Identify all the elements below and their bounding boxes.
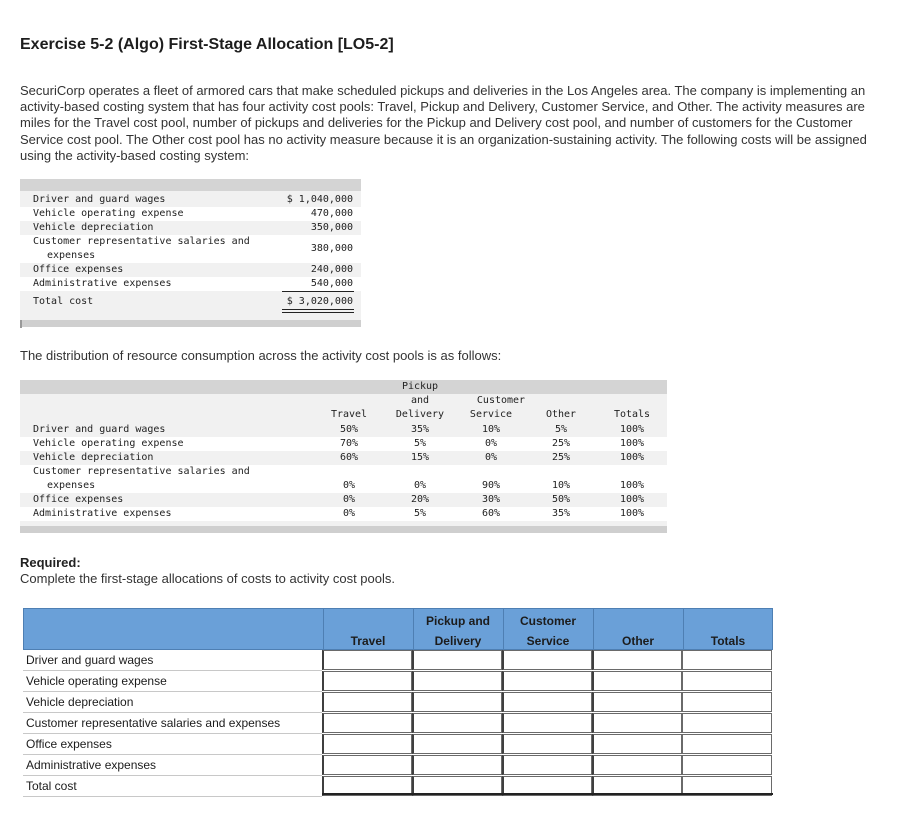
customer-pct: 10% [481, 424, 501, 435]
customer-pct: 0% [484, 452, 498, 463]
pickup-pct: 35% [410, 424, 430, 435]
grid-row-office-expenses [23, 734, 773, 755]
grid-row-vehicle-depreciation [23, 692, 773, 713]
cost-label-continued: expenses [47, 250, 96, 261]
grid-header-totals-label: Totals [710, 634, 746, 648]
travel-pct: 0% [342, 494, 356, 505]
distribution-label: Vehicle operating expense [33, 438, 184, 449]
intro-paragraph: SecuriCorp operates a fleet of armored cars that make scheduled pickups and deliveries in the Los Angeles area. The company is implementing an activity-based costing system that has four activity cost pools: Travel, Pickup and Delivery, Customer Service, and Other. The activity measures are miles for the Travel cost pool, number of pickups and deliveries for the Pickup and Delivery cost pool, and number of customers for the Customer Service cost pool. The Other cost pool has no activity measure because it is an organization-sustaining activity. The following costs will be assigned using the activity-based costing system: [20, 83, 867, 163]
total-double-underline-top [282, 309, 354, 310]
customer-pct: 90% [481, 480, 501, 491]
office-expenses-travel-input[interactable] [322, 734, 412, 754]
grid-header-customer-line2: Service [526, 634, 570, 648]
distribution-header-bar [20, 380, 667, 394]
driver-wages-total-input[interactable] [682, 650, 772, 670]
grid-row-label: Driver and guard wages [26, 653, 154, 667]
distribution-row [20, 423, 667, 437]
grid-row-administrative [23, 755, 773, 776]
administrative-customer-input[interactable] [502, 755, 592, 775]
administrative-pickup-input[interactable] [412, 755, 502, 775]
grid-row-label-cell [23, 734, 322, 755]
pickup-pct: 5% [413, 438, 427, 449]
grid-row-label-cell [23, 755, 322, 776]
allocation-grid [23, 608, 773, 796]
cost-label: Office expenses [33, 264, 124, 275]
distribution-table [20, 380, 667, 533]
grid-header-other [593, 609, 683, 651]
grid-row-label: Administrative expenses [26, 758, 157, 772]
driver-wages-travel-input[interactable] [322, 650, 412, 670]
cost-label: Customer representative salaries and [33, 236, 250, 247]
other-pct: 50% [551, 494, 571, 505]
travel-pct: 0% [342, 508, 356, 519]
vehicle-operating-customer-input[interactable] [502, 671, 592, 691]
cost-label: Vehicle operating expense [33, 208, 184, 219]
travel-pct: 50% [339, 424, 359, 435]
distribution-label-continued: expenses [47, 480, 96, 491]
grid-header-divider [503, 609, 504, 651]
grid-row-label: Vehicle operating expense [26, 674, 167, 688]
cost-row [20, 193, 361, 207]
header-other: Other [545, 409, 577, 420]
vehicle-operating-pickup-input[interactable] [412, 671, 502, 691]
cost-total-label: Total cost [33, 296, 94, 307]
cost-value: 240,000 [310, 264, 353, 275]
pickup-pct: 15% [410, 452, 430, 463]
header-pickup-line2: and [410, 395, 430, 406]
grid-row-customer-rep [23, 713, 773, 734]
distribution-label: Driver and guard wages [33, 424, 166, 435]
distribution-label: Office expenses [33, 494, 124, 505]
administrative-travel-input[interactable] [322, 755, 412, 775]
office-expenses-pickup-input[interactable] [412, 734, 502, 754]
cost-total-value: $ 3,020,000 [286, 296, 353, 307]
administrative-other-input[interactable] [592, 755, 682, 775]
total-double-underline-bottom [282, 312, 354, 313]
grid-row-label-cell [23, 713, 322, 734]
subtotal-underline [282, 291, 354, 292]
vehicle-depreciation-travel-input[interactable] [322, 692, 412, 712]
driver-wages-customer-input[interactable] [502, 650, 592, 670]
cost-row [20, 235, 361, 263]
cost-row [20, 263, 361, 277]
grid-row-label-cell [23, 692, 322, 713]
other-pct: 25% [551, 438, 571, 449]
required-label: Required: [20, 555, 81, 570]
other-pct: 25% [551, 452, 571, 463]
distribution-label: Administrative expenses [33, 508, 172, 519]
vehicle-operating-other-input[interactable] [592, 671, 682, 691]
grid-header-customer-line1: Customer [519, 614, 576, 628]
required-text: Complete the first-stage allocations of costs to activity cost pools. [20, 571, 396, 586]
header-totals: Totals [613, 409, 651, 420]
header-customer-line1: Customer [476, 395, 526, 406]
grid-header-other-label: Other [621, 634, 654, 648]
cost-total-row [20, 295, 361, 309]
driver-wages-other-input[interactable] [592, 650, 682, 670]
grid-header-divider [413, 609, 414, 651]
pickup-pct: 20% [410, 494, 430, 505]
header-customer-line2: Service [469, 409, 513, 420]
vehicle-depreciation-customer-input[interactable] [502, 692, 592, 712]
other-pct: 35% [551, 508, 571, 519]
header-travel: Travel [330, 409, 368, 420]
distribution-row [20, 437, 667, 451]
customer-pct: 30% [481, 494, 501, 505]
cost-value: $ 1,040,000 [286, 194, 353, 205]
vehicle-operating-total-input[interactable] [682, 671, 772, 691]
header-pickup-line1: Pickup [401, 381, 439, 392]
cost-label: Driver and guard wages [33, 194, 166, 205]
distribution-label: Customer representative salaries and [33, 466, 250, 477]
vehicle-depreciation-total-input[interactable] [682, 692, 772, 712]
cost-table-footer-bar [20, 320, 361, 327]
grid-header-travel [323, 609, 413, 651]
cost-value: 470,000 [310, 208, 353, 219]
total-pct: 100% [619, 494, 645, 505]
grid-row-label-cell [23, 776, 322, 797]
vehicle-operating-travel-input[interactable] [322, 671, 412, 691]
grid-row-driver-wages [23, 650, 773, 671]
office-expenses-total-input[interactable] [682, 734, 772, 754]
office-expenses-customer-input[interactable] [502, 734, 592, 754]
grid-header-pickup [413, 609, 503, 651]
grid-row-label: Vehicle depreciation [26, 695, 134, 709]
other-pct: 5% [554, 424, 568, 435]
distribution-intro: The distribution of resource consumption across the activity cost pools is as follows: [20, 348, 502, 363]
distribution-row [20, 465, 667, 493]
cost-table-footer-edge [20, 320, 22, 328]
total-pct: 100% [619, 452, 645, 463]
header-pickup-line3: Delivery [395, 409, 445, 420]
total-pct: 100% [619, 480, 645, 491]
total-pct: 100% [619, 508, 645, 519]
total-pct: 100% [619, 424, 645, 435]
customer-rep-other-input[interactable] [592, 713, 682, 733]
customer-pct: 60% [481, 508, 501, 519]
office-expenses-other-input[interactable] [592, 734, 682, 754]
cost-row [20, 221, 361, 235]
travel-pct: 60% [339, 452, 359, 463]
grid-row-label: Customer representative salaries and expenses [26, 716, 281, 730]
cost-row [20, 207, 361, 221]
grid-row-vehicle-operating [23, 671, 773, 692]
cost-label: Administrative expenses [33, 278, 172, 289]
grid-row-label-cell [23, 671, 322, 692]
grid-header [23, 608, 773, 650]
cost-table-header-bar [20, 179, 361, 191]
pickup-pct: 5% [413, 508, 427, 519]
grid-header-totals [683, 609, 773, 651]
grid-header-pickup-line2: Delivery [434, 634, 482, 648]
cost-value: 540,000 [310, 278, 353, 289]
customer-pct: 0% [484, 438, 498, 449]
grid-row-label-cell [23, 650, 322, 671]
distribution-label: Vehicle depreciation [33, 452, 154, 463]
cost-row [20, 277, 361, 291]
grid-row-label: Total cost [26, 779, 77, 793]
page-title: Exercise 5-2 (Algo) First-Stage Allocation [LO5-2] [20, 36, 394, 53]
distribution-row [20, 451, 667, 465]
grid-header-divider [323, 609, 324, 651]
administrative-total-input[interactable] [682, 755, 772, 775]
cost-value: 380,000 [310, 243, 353, 254]
customer-rep-pickup-input[interactable] [412, 713, 502, 733]
cost-table [20, 179, 361, 327]
grid-header-travel-label: Travel [350, 634, 386, 648]
grid-header-divider [593, 609, 594, 651]
cost-value: 350,000 [310, 222, 353, 233]
travel-pct: 70% [339, 438, 359, 449]
total-pct: 100% [619, 438, 645, 449]
driver-wages-pickup-input[interactable] [412, 650, 502, 670]
pickup-pct: 0% [413, 480, 427, 491]
distribution-row [20, 493, 667, 507]
other-pct: 10% [551, 480, 571, 491]
grid-header-customer [503, 609, 593, 651]
customer-rep-total-input[interactable] [682, 713, 772, 733]
grid-header-divider [683, 609, 684, 651]
vehicle-depreciation-other-input[interactable] [592, 692, 682, 712]
customer-rep-customer-input[interactable] [502, 713, 592, 733]
travel-pct: 0% [342, 480, 356, 491]
vehicle-depreciation-pickup-input[interactable] [412, 692, 502, 712]
grid-header-pickup-line1: Pickup and [425, 614, 490, 628]
grid-row-label: Office expenses [26, 737, 112, 751]
distribution-footer-bar [20, 526, 667, 533]
grid-total-underline [322, 793, 773, 795]
distribution-row [20, 507, 667, 521]
customer-rep-travel-input[interactable] [322, 713, 412, 733]
cost-label: Vehicle depreciation [33, 222, 154, 233]
